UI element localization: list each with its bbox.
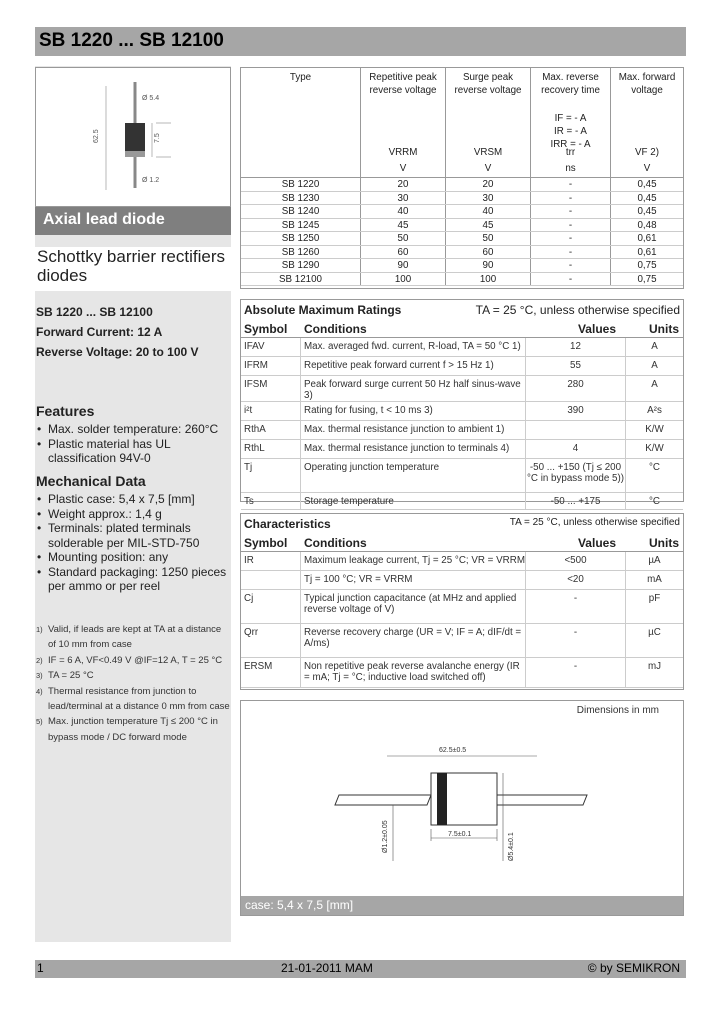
package-drawing [35,67,231,207]
table-cell: - [531,232,611,245]
table-cell: Reverse recovery charge (UR = V; IF = A; dIF/dt = A/ms) [301,624,526,657]
table-cell: RthL [241,440,301,458]
table-row [241,232,683,246]
table-cell: SB 1290 [241,259,361,272]
footer-date: 21-01-2011 MAM [281,961,373,975]
table-cell: - [531,259,611,272]
table-row [241,219,683,233]
table-cell: <500 [526,552,626,570]
types-table [240,67,684,289]
table-cell: Rating for fusing, t < 10 ms 3) [301,402,526,420]
list-item: • Max. solder temperature: 260°C [36,422,231,437]
photo-dim-d2: Ø 1.2 [142,177,160,184]
table-cell: - [531,219,611,232]
table-cell: Typical junction capacitance (at MHz and applied reverse voltage of V) [301,590,526,623]
note-key: 1) [36,625,43,634]
table-cell: 40 [446,205,531,218]
table-cell [526,421,626,439]
table-cell: K/W [645,424,664,435]
table-cell: Tj = 100 °C; VR = VRRM [301,571,526,589]
table-cell: 100 [361,273,446,286]
table-cell: 0,75 [637,273,657,285]
table-cell: Qrr [241,624,301,657]
table-cell: mJ [647,661,662,672]
list-item: • Plastic material has UL classification 94V-0 [36,437,231,466]
table-cell: SB 12100 [241,273,361,286]
table-cell: IR [241,552,301,570]
mech-title: Mechanical Data [36,473,146,489]
table-cell: K/W [645,443,664,454]
table-cell: °C [649,496,660,507]
table-cell: SB 1250 [241,232,361,245]
list-item: • Terminals: plated terminals solderable per MIL-STD-750 [36,521,231,550]
table-cell: Repetitive peak forward current f > 15 Hz 1) [301,357,526,375]
table-cell: Cj [241,590,301,623]
table-cell: SB 1260 [241,246,361,259]
table-cell: Maximum leakage current, Tj = 25 °C; VR = VRRM [301,552,526,570]
table-row [241,590,683,624]
table-cell: - [531,178,611,191]
table-cell: 280 [526,376,626,401]
note-text: Thermal resistance from junction to lead/terminal at a distance 0 mm from case [48,685,230,713]
table-row [241,357,683,376]
table-cell: Tj [241,459,301,492]
table-cell: 0,61 [637,246,657,258]
table-cell: Max. thermal resistance junction to terminals 4) [301,440,526,458]
table-cell: - [526,590,626,623]
chars-cond: TA = 25 °C, unless otherwise specified [509,517,680,528]
table-cell: pF [648,593,661,604]
list-item: • Mounting position: any [36,550,231,565]
table-cell: 20 [446,178,531,191]
table-cell: ERSM [241,658,301,687]
table-row [241,178,683,192]
note-key: 2) [36,655,43,665]
table-cell: 60 [446,246,531,259]
key-specs [36,302,199,362]
table-cell: -50 ... +175 [526,493,626,509]
col-trr: Max. reverse recovery time IF = - A IR = - A IRR = - A trr ns [531,68,611,177]
header-bar [35,27,686,56]
table-cell: i²t [241,402,301,420]
table-cell: - [526,658,626,687]
spec-line: SB 1220 ... SB 12100 [36,305,153,319]
ratings-title: Absolute Maximum Ratings [244,303,402,317]
table-row [241,273,683,287]
photo-dim-body: 7.5 [154,133,161,143]
table-cell: A²s [647,405,662,416]
table-row [241,402,683,421]
features-title: Features [36,403,95,419]
note-text: Max. junction temperature Tj ≤ 200 °C in bypass mode / DC forward mode [48,716,218,743]
table-row [241,376,683,402]
table-cell: Max. averaged fwd. current, R-load, TA = 50 °C 1) [301,338,526,356]
table-cell: 0,45 [637,179,657,190]
dim-body: 7.5±0.1 [448,831,472,838]
table-cell: 55 [526,357,626,375]
table-cell: 45 [446,219,531,232]
table-cell: IFRM [241,357,301,375]
table-cell: 30 [361,192,446,205]
product-subtitle: Schottky barrier rectifiers diodes [35,247,231,291]
table-row [241,440,683,459]
characteristics: Characteristics TA = 25 °C, unless otherwise specified Symbol Conditions Values Units IR Maximum leakage current, Tj = 25 °C; VR = VRRM <500 µA Tj = 100 °C; VR = VRRM <20 mA Cj Typical junction capacitance (at MHz and applied reverse voltage of V) - pF Qrr Reverse recovery charge (UR = V; IF = A; dIF/dt = A/ms) - µC ERSM Non repetitive peak reverse avalanche energy (IR = mA; Tj = °C; inductive load switched off) - mJ [240,513,684,690]
table-cell: 50 [361,232,446,245]
table-row [241,259,683,273]
spec-line: Reverse Voltage: 20 to 100 V [36,345,199,359]
table-row [241,192,683,206]
photo-dim-d1: Ø 5.4 [142,95,160,102]
table-cell: IFSM [241,376,301,401]
table-cell: - [531,246,611,259]
ratings-cond: TA = 25 °C, unless otherwise specified [475,303,680,317]
table-cell: 0,45 [637,206,657,217]
table-cell: - [526,624,626,657]
table-cell: 390 [526,402,626,420]
table-cell: 30 [446,192,531,205]
dimension-drawing [240,700,684,916]
table-cell: °C [649,462,660,473]
absolute-max-ratings: Absolute Maximum Ratings TA = 25 °C, unless otherwise specified Symbol Conditions Values Units IFAV Max. averaged fwd. current, R-load, TA = 50 °C 1) 12 A IFRM Repetitive peak forward current f > 15 Hz 1) 55 A IFSM Peak forward surge current 50 Hz half sinus-wave 3) 280 A i²t Rating for fusing, t < 10 ms 3) 390 A²s RthA Max. thermal resistance junction to ambient 1) K/W RthL Max. thermal resistance junction to terminals 4) 4 K/W Tj Operating junction temperature -50 ... +150 (Tj ≤ 200 °C in bypass mode 5)) °C Ts Storage temperature -50 ... +175 °C [240,299,684,502]
table-cell: mA [647,574,662,585]
table-row [241,459,683,493]
table-cell: A [651,379,658,390]
dims-title: Dimensions in mm [576,705,659,716]
dim-body-diameter: Ø5.4±0.1 [508,832,515,861]
table-row [241,421,683,440]
table-cell: Storage temperature [301,493,526,509]
table-cell: - [531,205,611,218]
table-cell: 90 [446,259,531,272]
note-key: 4) [36,686,43,696]
table-row [241,246,683,260]
table-cell: SB 1230 [241,192,361,205]
table-row [241,624,683,658]
note-text: TA = 25 °C [48,670,94,682]
package-label: Axial lead diode [35,207,231,235]
list-item: • Standard packaging: 1250 pieces per ammo or per reel [36,565,231,594]
table-cell: Peak forward surge current 50 Hz half sinus-wave 3) [301,376,526,401]
table-cell: Operating junction temperature [301,459,526,492]
dimension-svg [241,721,685,897]
table-row [241,205,683,219]
table-cell: 45 [361,219,446,232]
table-cell: Ts [241,493,301,509]
table-cell: 0,45 [637,192,657,204]
page-number: 1 [37,961,44,975]
note-key: 3) [36,671,43,681]
footer-copyright: © by SEMIKRON [587,961,680,975]
footer-bar [35,960,686,978]
table-cell: 90 [361,259,446,272]
table-cell: A [651,360,658,371]
note-text: IF = 6 A, VF<0.49 V @IF=12 A, T = 25 °C [48,654,223,666]
footnotes [36,622,231,745]
list-item: • Plastic case: 5,4 x 7,5 [mm] [36,492,231,507]
page-title: SB 1220 ... SB 12100 [39,30,224,51]
chars-title: Characteristics [244,517,331,531]
table-cell: SB 1240 [241,205,361,218]
col-vf: Max. forward voltage VF 2) V [618,72,676,174]
table-cell: 0,48 [637,219,657,231]
table-cell: 12 [526,338,626,356]
table-cell: Non repetitive peak reverse avalanche energy (IR = mA; Tj = °C; inductive load switched off) [301,658,526,687]
col-vrrm: Repetitive peak reverse voltage VRRM V [361,68,446,177]
dims-caption: case: 5,4 x 7,5 [mm] [241,896,683,915]
table-cell: 50 [446,232,531,245]
note-text: Valid, if leads are kept at TA at a distance of 10 mm from case [48,624,222,651]
table-cell: SB 1220 [241,178,361,191]
photo-dim-length: 62.5 [93,129,100,143]
table-cell: 100 [446,273,531,286]
table-cell: SB 1245 [241,219,361,232]
table-cell: µC [648,627,661,638]
table-cell: RthA [241,421,301,439]
dim-length: 62.5±0.5 [439,747,467,754]
table-cell: 0,61 [637,233,657,244]
table-cell [241,571,301,589]
table-row [241,571,683,590]
table-cell: 4 [526,440,626,458]
col-vrsm: Surge peak reverse voltage VRSM V [446,68,531,177]
table-cell: A [651,341,658,352]
table-row [241,338,683,357]
table-cell: IFAV [241,338,301,356]
table-cell: 40 [361,205,446,218]
table-cell: µA [648,555,661,566]
table-row [241,658,683,688]
dim-lead-diameter: Ø1.2±0.05 [382,820,389,853]
diode-outline-svg [36,68,232,208]
list-item: • Weight approx.: 1,4 g [36,507,231,522]
table-cell: 20 [361,178,446,191]
table-cell: 60 [361,246,446,259]
note-key: 5) [36,717,43,727]
table-cell: - [531,192,611,205]
table-cell: - [531,273,611,286]
spec-line: Forward Current: 12 A [36,325,163,339]
table-cell: 0,75 [637,260,657,271]
table-cell: Max. thermal resistance junction to ambient 1) [301,421,526,439]
table-cell: -50 ... +150 (Tj ≤ 200 °C in bypass mode 5)) [526,459,626,492]
table-cell: <20 [526,571,626,589]
col-type: Type [241,68,361,177]
table-row [241,552,683,571]
features-list [36,422,231,466]
mech-list [36,492,231,594]
table-row [241,493,683,510]
